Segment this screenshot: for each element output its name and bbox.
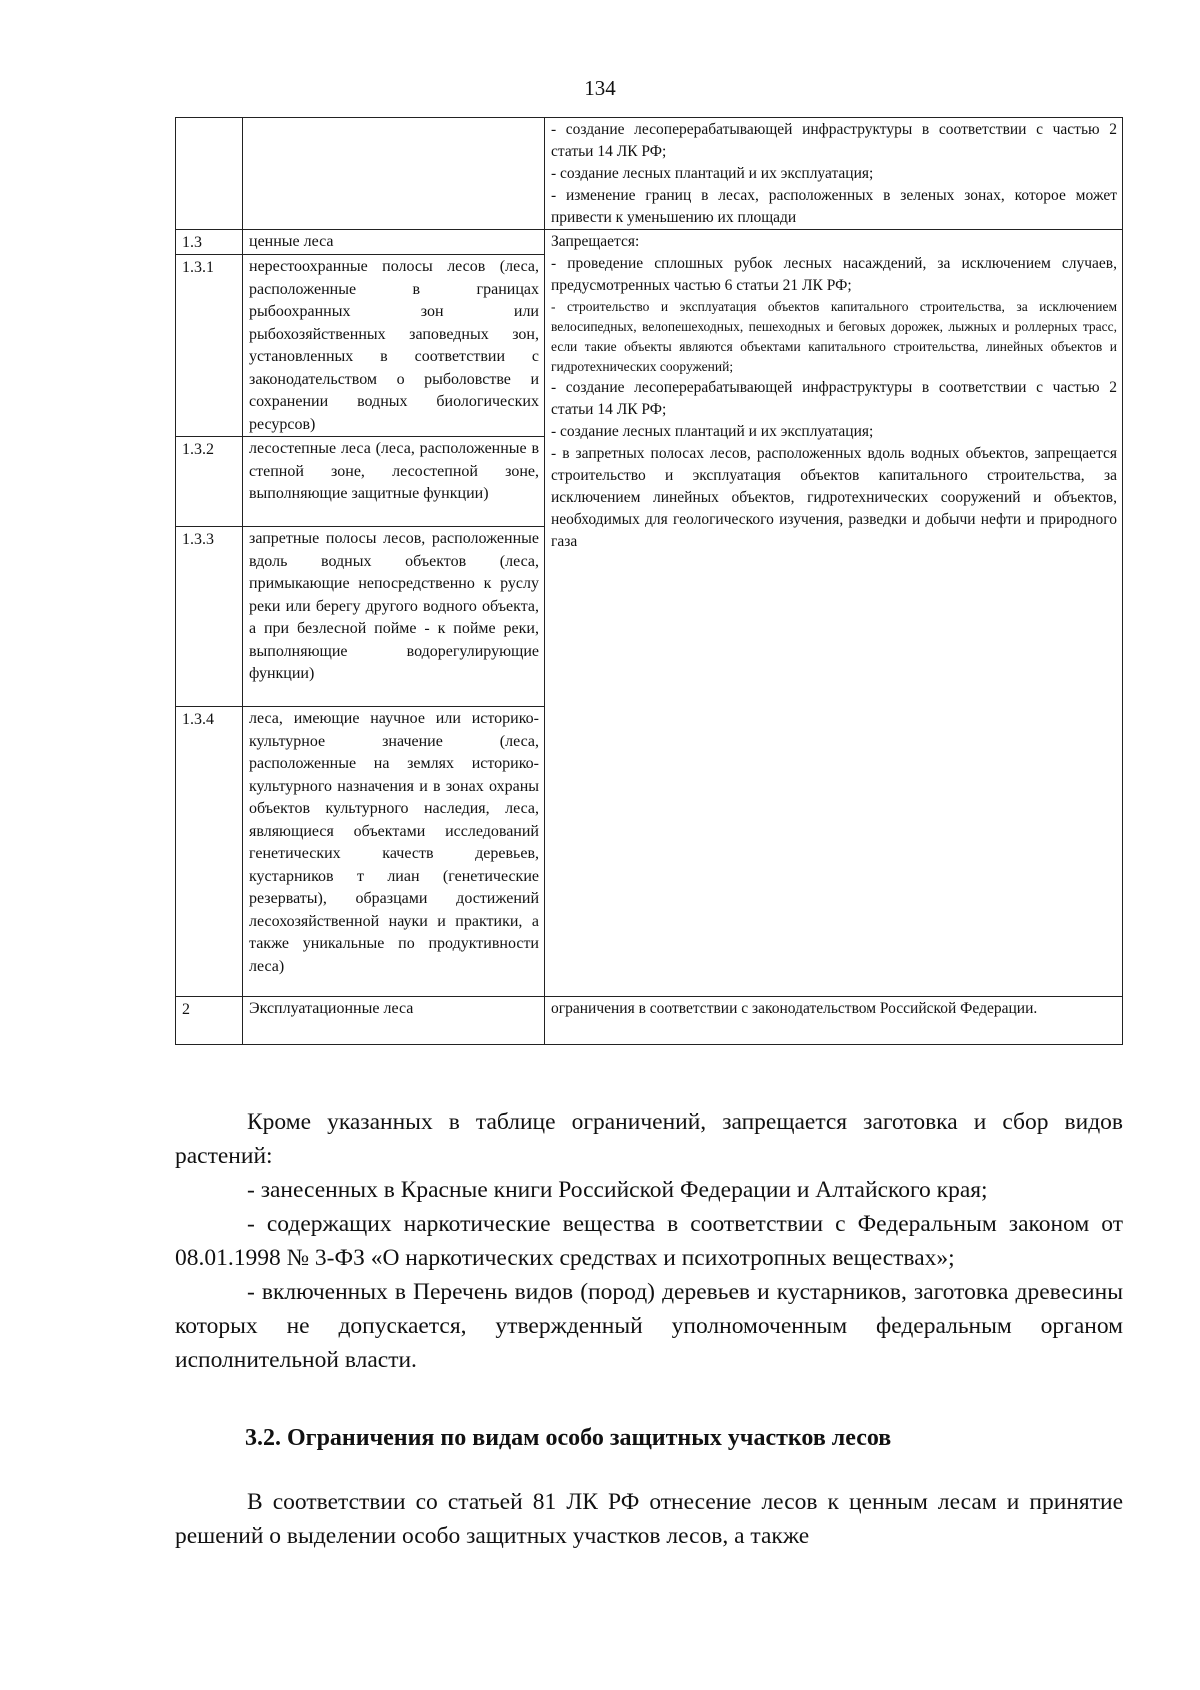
row-name: леса, имеющие научное или историко-культурное значение (леса, расположенные на землях историко-культурного назначения и в зонах охраны объектов культурного наследия, леса, являющиеся объектами исследований генетических качеств деревьев, кустарников т лиан (генетические резерваты), образцами достижений лесохозяйственной науки и практики, а также уникальные по продуктивности леса) — [243, 707, 545, 997]
row-number: 1.3 — [176, 230, 243, 255]
row-number: 1.3.3 — [176, 527, 243, 707]
row-name: ценные леса — [243, 230, 545, 255]
row-name: запретные полосы лесов, расположенные вдоль водных объектов (леса, примыкающие непосредственно к руслу реки или берегу другого водного объекта, а при безлесной пойме - к пойме реки, выполняющие водорегулирующие функции) — [243, 527, 545, 707]
section-heading: 3.2. Ограничения по видам особо защитных участков лесов — [245, 1425, 892, 1451]
restriction-item: - создание лесоперерабатывающей инфраструктуры в соответствии с частью 2 статьи 14 ЛК РФ; — [551, 379, 1117, 418]
row-restrictions — [545, 230, 1123, 997]
row-restrictions — [545, 118, 1123, 230]
restriction-item: - создание лесных плантаций и их эксплуатация; — [551, 423, 874, 440]
restriction-heading: Запрещается: — [551, 233, 640, 250]
table-row — [176, 997, 1123, 1045]
paragraph: В соответствии со статьей 81 ЛК РФ отнесение лесов к ценным лесам и принятие решений о выделении особо защитных участков лесов, а также — [175, 1489, 1123, 1549]
row-number: 1.3.1 — [176, 255, 243, 437]
restriction-item: - создание лесных плантаций и их эксплуатация; — [551, 165, 874, 182]
list-item: - включенных в Перечень видов (пород) деревьев и кустарников, заготовка древесины которых не допускается, утвержденный уполномоченным федеральным органом исполнительной власти. — [175, 1279, 1123, 1373]
row-restrictions: ограничения в соответствии с законодательством Российской Федерации. — [545, 997, 1123, 1045]
restriction-item: - изменение границ в лесах, расположенных в зеленых зонах, которое может привести к уменьшению их площади — [551, 187, 1117, 226]
row-number — [176, 118, 243, 230]
restriction-item: - в запретных полосах лесов, расположенных вдоль водных объектов, запрещается строительство и эксплуатация объектов капитального строительства, за исключением линейных объектов, гидротехнических сооружений и объектов, необходимых для геологического изучения, разведки и добычи нефти и природного газа — [551, 445, 1117, 550]
row-name: нерестоохранные полосы лесов (леса, расположенные в границах рыбоохранных зон или рыбохозяйственных заповедных зон, установленных в соответствии с законодательством о рыболовстве и сохранении водных биологических ресурсов) — [243, 255, 545, 437]
paragraph: Кроме указанных в таблице ограничений, запрещается заготовка и сбор видов растений: — [175, 1109, 1123, 1169]
row-name: Эксплуатационные леса — [243, 997, 545, 1045]
row-number: 2 — [176, 997, 243, 1045]
row-number: 1.3.4 — [176, 707, 243, 997]
body-text — [175, 1485, 1123, 1553]
restrictions-table — [175, 117, 1123, 1045]
row-name — [243, 118, 545, 230]
table-row — [176, 118, 1123, 230]
restriction-item: - создание лесоперерабатывающей инфраструктуры в соответствии с частью 2 статьи 14 ЛК РФ; — [551, 121, 1117, 160]
list-item: - занесенных в Красные книги Российской Федерации и Алтайского края; — [247, 1177, 988, 1203]
restriction-item: - проведение сплошных рубок лесных насаждений, за исключением случаев, предусмотренных частью 6 статьи 21 ЛК РФ; — [551, 255, 1117, 294]
row-name: лесостепные леса (леса, расположенные в степной зоне, лесостепной зоне, выполняющие защитные функции) — [243, 437, 545, 527]
row-number: 1.3.2 — [176, 437, 243, 527]
body-text — [175, 1105, 1123, 1377]
table-row — [176, 230, 1123, 255]
restriction-item: - строительство и эксплуатация объектов капитального строительства, за исключением велосипедных, велопешеходных, пешеходных и беговых дорожек, лыжных и роллерных трасс, если такие объекты являются объектами капитального строительства, линейных объектов и гидротехнических сооружений; — [551, 299, 1117, 374]
page-number: 134 — [584, 76, 616, 100]
list-item: - содержащих наркотические вещества в соответствии с Федеральным законом от 08.01.1998 № 3-ФЗ «О наркотических средствах и психотропных веществах»; — [175, 1211, 1123, 1271]
